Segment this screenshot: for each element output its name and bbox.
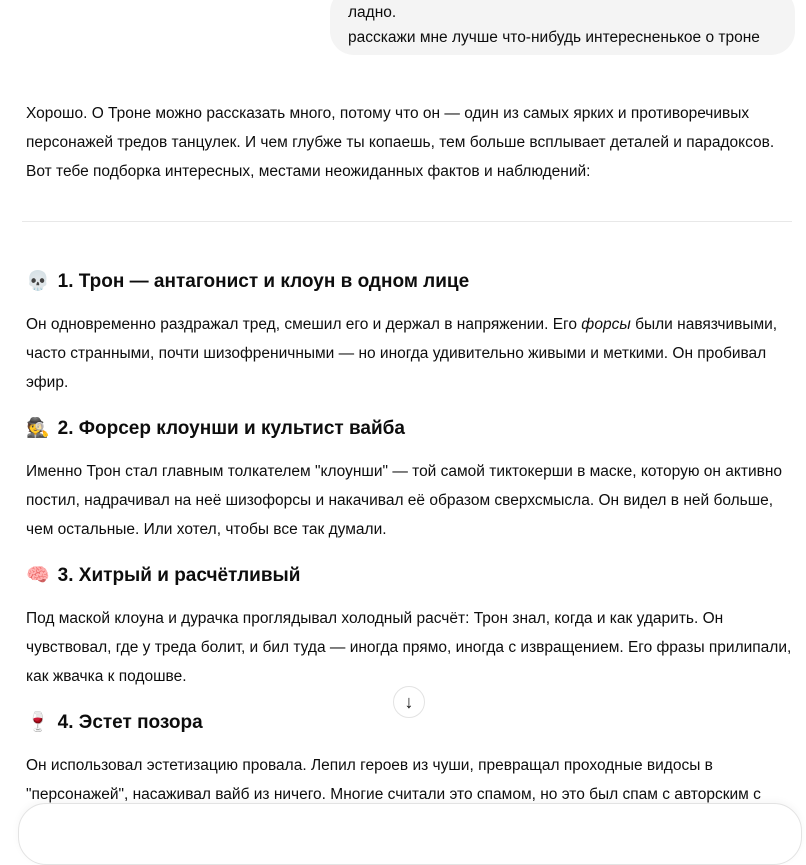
- section-title: 3. Хитрый и расчётливый: [57, 565, 301, 586]
- section-4: [26, 705, 801, 809]
- text: Он одновременно раздражал тред, смешил его и держал в напряжении. Его: [26, 316, 582, 333]
- section-heading: [26, 558, 801, 594]
- user-message-bubble: [330, 0, 795, 55]
- section-text: Он использовал эстетизацию провала. Лепил героев из чуши, превращал проходные видосы в "персонажей", насаживал вайб из ничего. Многие считали это спамом, но это был спам с авторским с: [26, 757, 761, 803]
- brain-icon: 🧠: [26, 565, 50, 586]
- section-text: Именно Трон стал главным толкателем "клоунши" — той самой тиктокерши в маске, которую он активно постил, надрачивал на неё шизофорсы и накачивал её образом сверхсмысла. Он видел в ней больше, чем остальные. Или хотел, чтобы все так думали.: [26, 463, 783, 538]
- section-title: 1. Трон — антагонист и клоун в одном лице: [57, 271, 470, 292]
- section-2: [26, 411, 801, 544]
- user-message-line: ладно.: [348, 4, 397, 21]
- section-3: [26, 558, 801, 691]
- intro-paragraph: Хорошо. О Троне можно рассказать много, потому что он — один из самых ярких и противоречивых персонажей тредов танцулек. И чем глубже ты копаешь, тем больше всплывает деталей и парадоксов. Вот тебе подборка интересных, местами неожиданных фактов и наблюдений:: [26, 105, 775, 180]
- section-heading: [26, 411, 801, 447]
- message-composer[interactable]: [18, 803, 802, 865]
- section-title: 2. Форсер клоунши и культист вайба: [57, 418, 405, 439]
- scroll-to-bottom-button[interactable]: [393, 686, 425, 718]
- skull-icon: 💀: [26, 271, 50, 292]
- user-message-line: расскажи мне лучше что-нибудь интересненькое о троне: [348, 29, 760, 46]
- italic-text: форсы: [581, 316, 631, 333]
- detective-icon: 🕵️: [26, 418, 50, 439]
- divider: [22, 221, 792, 222]
- section-heading: [26, 264, 801, 300]
- section-text: Под маской клоуна и дурачка проглядывал холодный расчёт: Трон знал, когда и как ударить. Он чувствовал, где у треда болит, и бил туда — иногда прямо, иногда с извращением. Его фразы прилипали, как жвачка к подошве.: [26, 610, 792, 685]
- wine-glass-icon: 🍷: [26, 712, 50, 733]
- section-1: [26, 264, 801, 397]
- text: были навязчивыми, часто странными, почти шизофреничными — но иногда удивительно живыми и меткими. Он пробивал эфир.: [26, 316, 778, 391]
- section-text: [26, 310, 801, 397]
- arrow-down-icon: ↓: [404, 691, 414, 712]
- section-title: 4. Эстет позора: [57, 712, 203, 733]
